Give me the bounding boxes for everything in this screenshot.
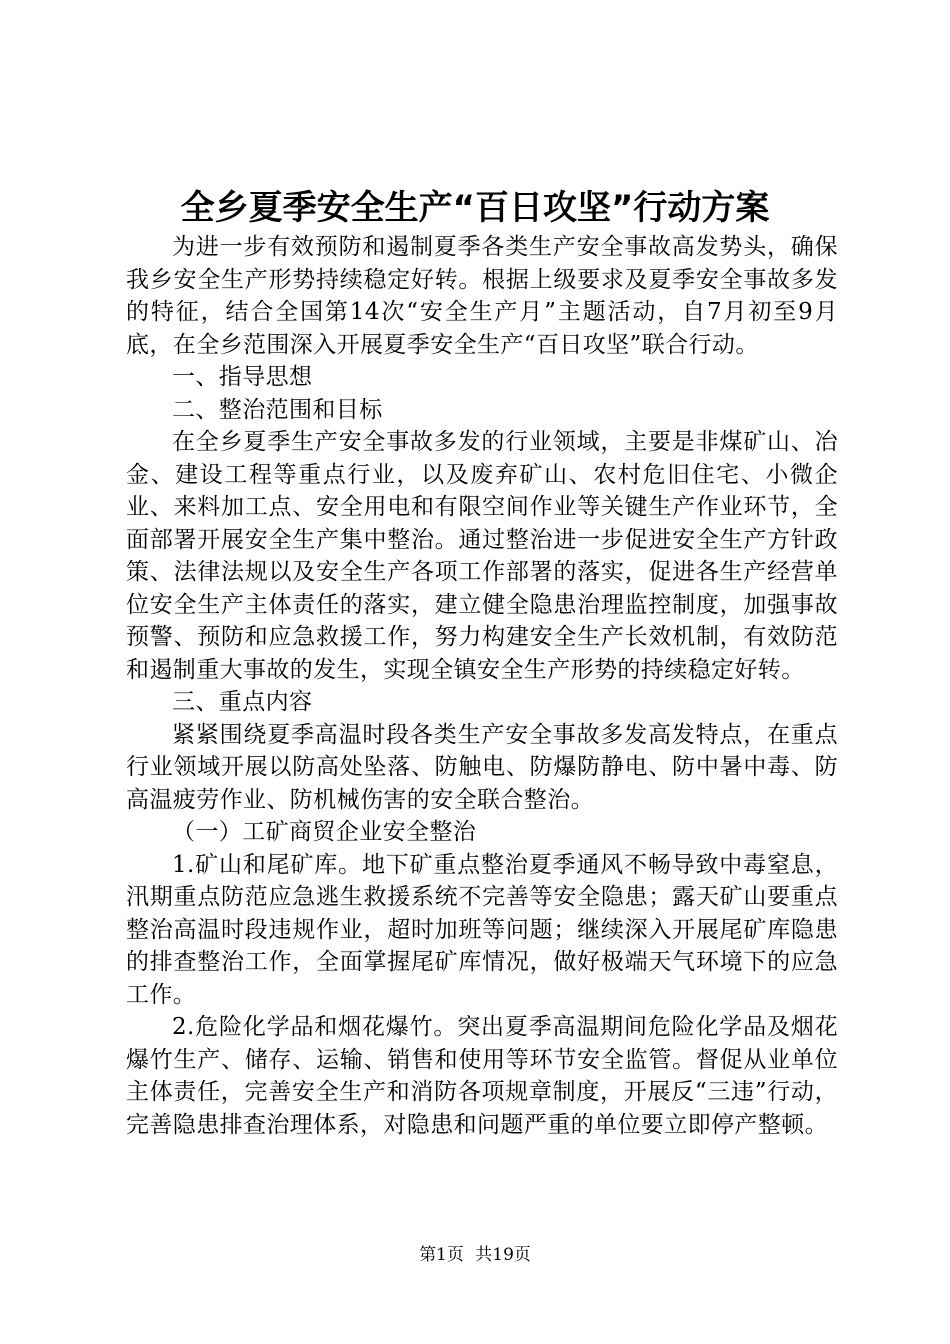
heading-industrial-safety: （一）工矿商贸企业安全整治 — [172, 819, 477, 845]
page-footer — [0, 1244, 950, 1266]
paragraph-chemicals: 2.危险化学品和烟花爆竹。突出夏季高温期间危险化学品及烟花爆竹生产、储存、运输、销售和使用等环节安全监管。督促从业单位主体责任，完善安全生产和消防各项规章制度，开展反“三违”行动，完善隐患排查治理体系，对隐患和问题严重的单位要立即停产整顿。 — [126, 1014, 838, 1138]
paragraph-scope: 在全乡夏季生产安全事故多发的行业领域，主要是非煤矿山、冶金、建设工程等重点行业，以及废弃矿山、农村危旧住宅、小微企业、来料加工点、安全用电和有限空间作业等关键生产作业环节，全面部署开展安全生产集中整治。通过整治进一步促进安全生产方针政策、法律法规以及安全生产各项工作部署的落实，促进各生产经营单位安全生产主体责任的落实，建立健全隐患治理监控制度，加强事故预警、预防和应急救援工作，努力构建安全生产长效机制，有效防范和遏制重大事故的发生，实现全镇安全生产形势的持续稳定好转。 — [126, 429, 838, 683]
document-body — [126, 231, 838, 1141]
paragraph-mines: 1.矿山和尾矿库。地下矿重点整治夏季通风不畅导致中毒窒息，汛期重点防范应急逃生救援系统不完善等安全隐患；露天矿山要重点整治高温时段违规作业，超时加班等问题；继续深入开展尾矿库隐患的排查整治工作，全面掌握尾矿库情况，做好极端天气环境下的应急工作。 — [126, 851, 838, 1008]
document-title: 全乡夏季安全生产“百日攻坚”行动方案 — [180, 188, 770, 228]
paragraph-intro: 为进一步有效预防和遏制夏季各类生产安全事故高发势头，确保我乡安全生产形势持续稳定好转。根据上级要求及夏季安全事故多发的特征，结合全国第14次“安全生产月”主题活动，自7月初至9月底，在全乡范围深入开展夏季安全生产“百日攻坚”联合行动。 — [126, 234, 838, 358]
page-number: 第1页 — [419, 1245, 464, 1265]
heading-guiding-ideology: 一、指导思想 — [172, 364, 313, 390]
paragraph-key-content: 紧紧围绕夏季高温时段各类生产安全事故多发高发特点，在重点行业领域开展以防高处坠落、防触电、防爆防静电、防中暑中毒、防高温疲劳作业、防机械伤害的安全联合整治。 — [126, 721, 838, 813]
heading-scope-and-goals: 二、整治范围和目标 — [172, 396, 383, 423]
heading-key-content: 三、重点内容 — [172, 689, 313, 715]
page-total: 共19页 — [475, 1245, 531, 1265]
